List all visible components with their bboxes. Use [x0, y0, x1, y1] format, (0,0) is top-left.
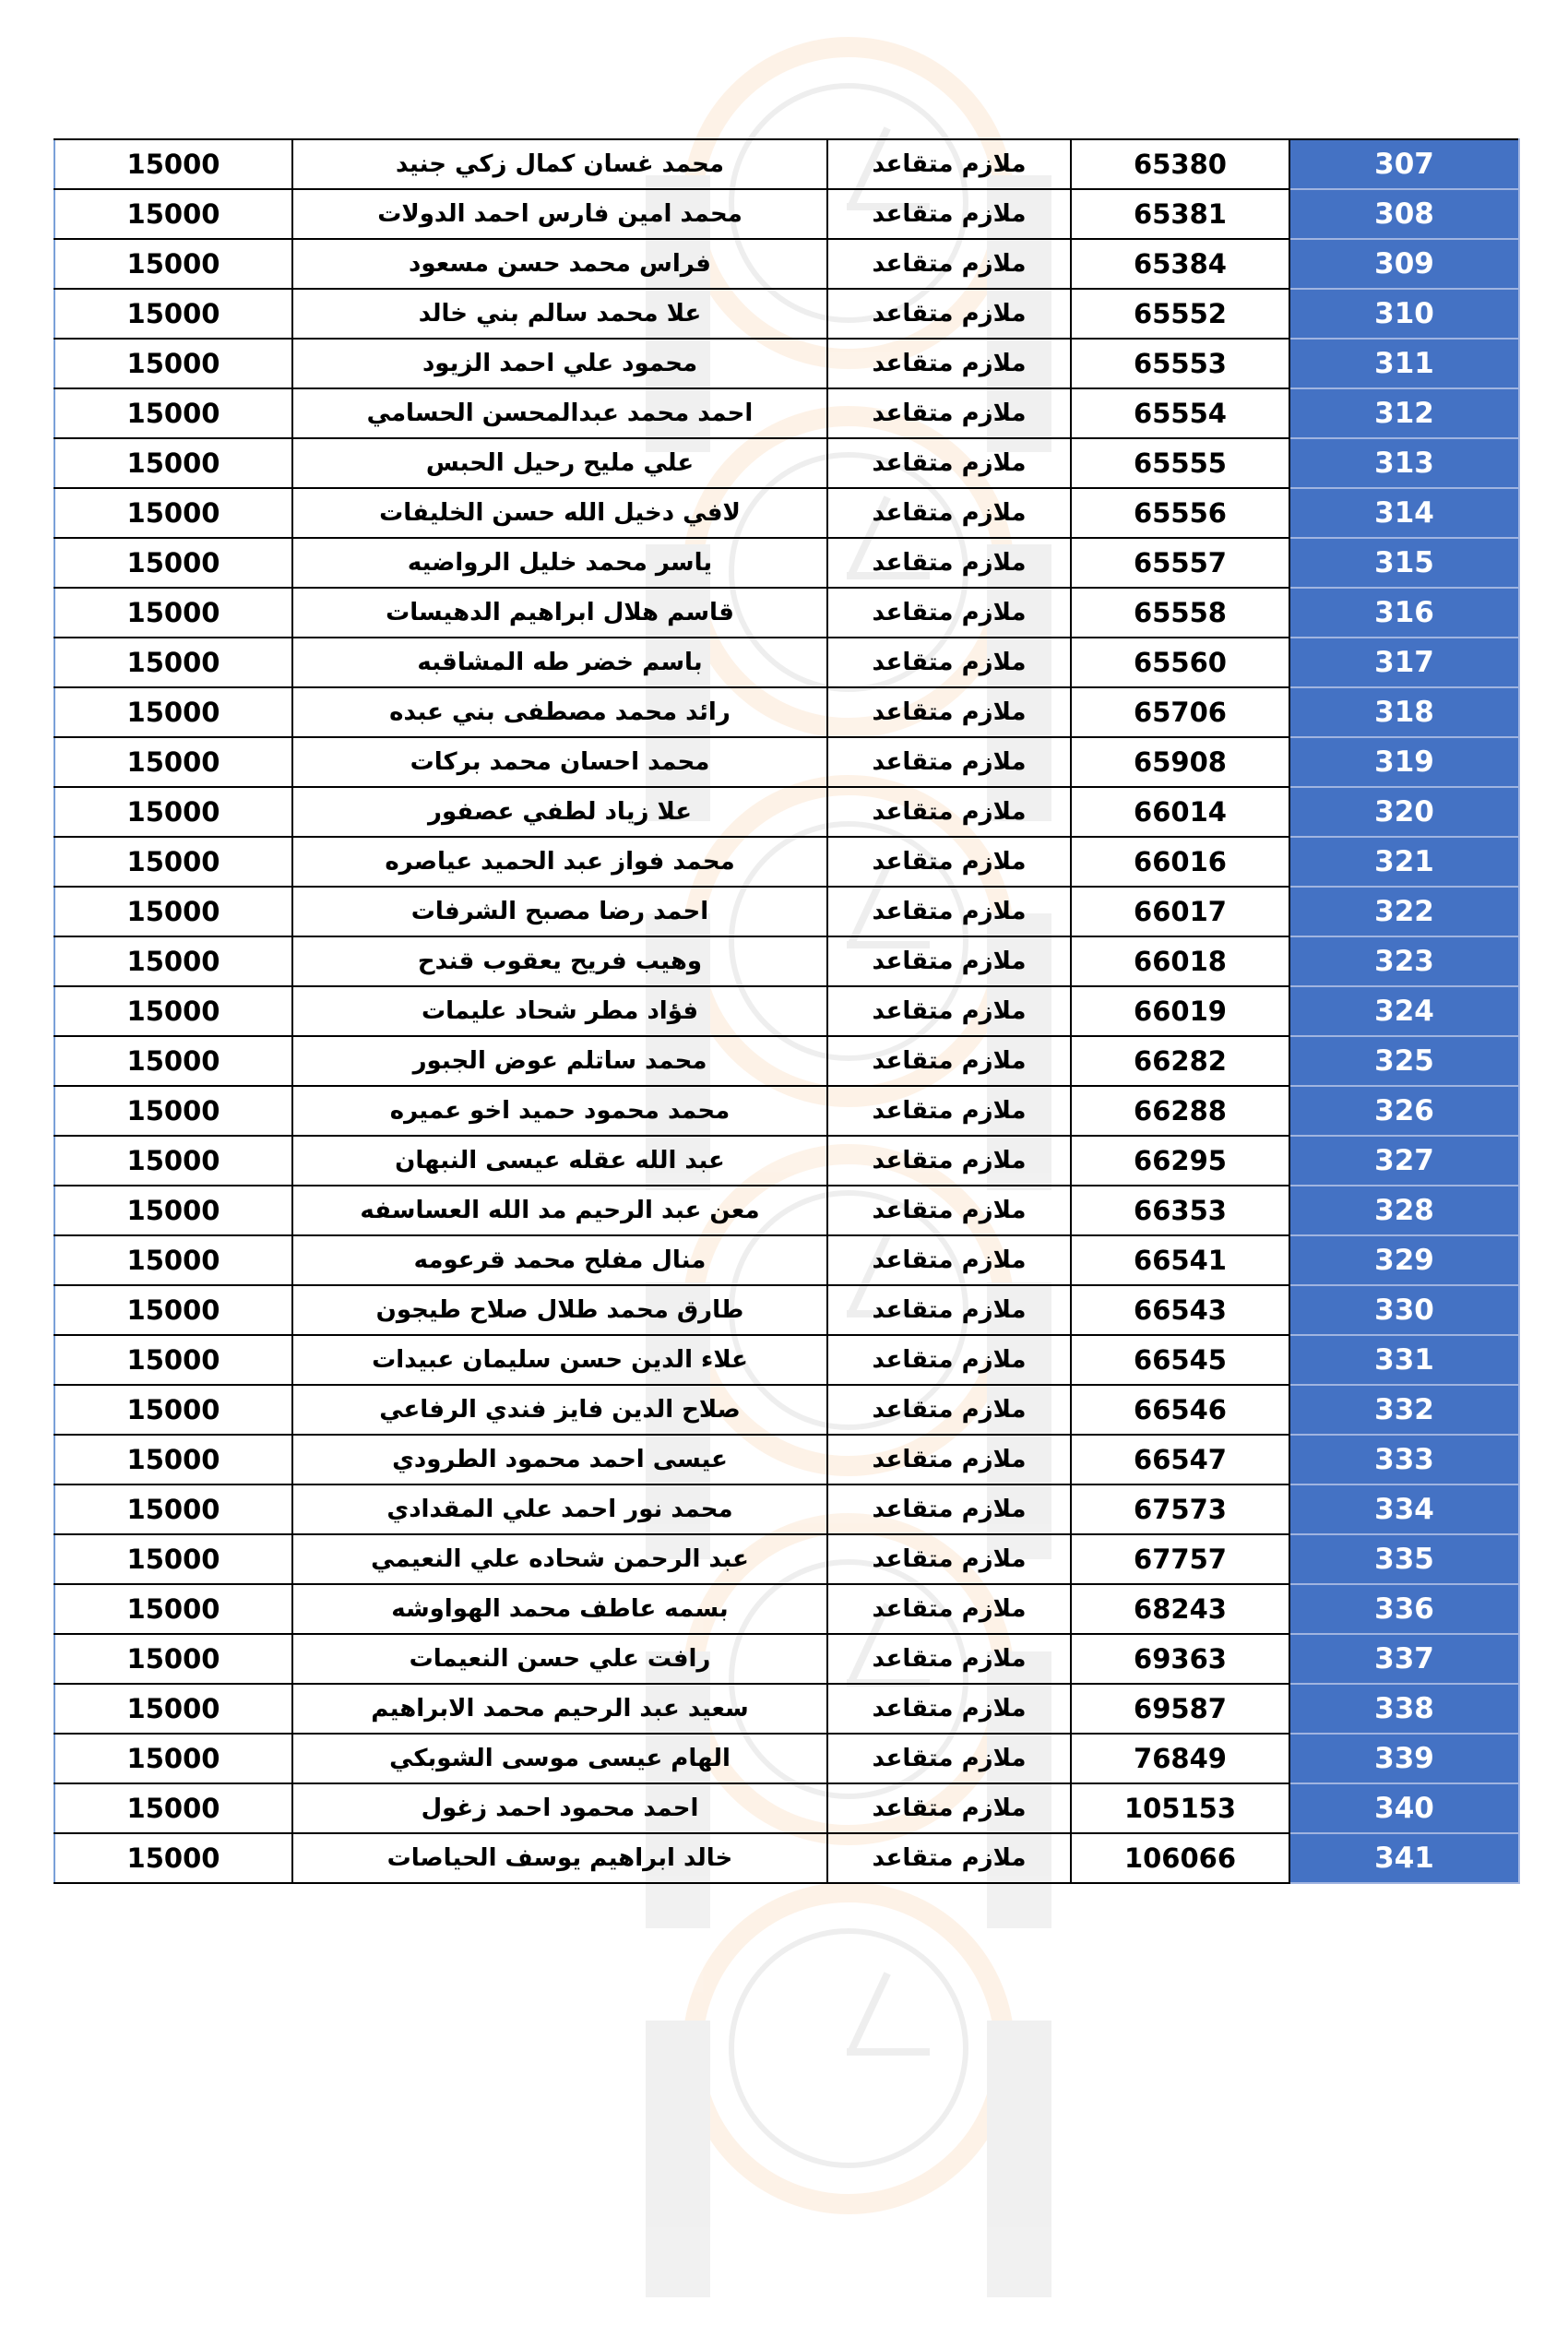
amount-cell: 15000: [54, 936, 292, 986]
name-cell: بسمه عاطف محمد الهواوشه: [292, 1584, 827, 1634]
amount-cell: 15000: [54, 289, 292, 339]
table-row: [54, 388, 1519, 438]
sequence-number-cell: 317: [1289, 638, 1519, 687]
name-cell: قاسم هلال ابراهيم الدهيسات: [292, 588, 827, 638]
clock-logo-watermark: [646, 1882, 1088, 2325]
name-cell: محمد امين فارس احمد الدولات: [292, 189, 827, 239]
table-row: [54, 488, 1519, 538]
rank-cell: ملازم متقاعد: [827, 1385, 1071, 1435]
rank-cell: ملازم متقاعد: [827, 638, 1071, 687]
rank-cell: ملازم متقاعد: [827, 1086, 1071, 1136]
sequence-number-cell: 332: [1289, 1385, 1519, 1435]
table-row: [54, 1235, 1519, 1285]
amount-cell: 15000: [54, 488, 292, 538]
name-cell: الهام عيسى موسى الشوبكي: [292, 1734, 827, 1783]
sequence-number-cell: 340: [1289, 1783, 1519, 1833]
rank-cell: ملازم متقاعد: [827, 538, 1071, 588]
amount-cell: 15000: [54, 388, 292, 438]
table-row: [54, 239, 1519, 289]
sequence-number-cell: 310: [1289, 289, 1519, 339]
rank-cell: ملازم متقاعد: [827, 189, 1071, 239]
amount-cell: 15000: [54, 638, 292, 687]
name-cell: محمود علي احمد الزيود: [292, 339, 827, 388]
sequence-number-cell: 338: [1289, 1684, 1519, 1734]
sequence-number-cell: 309: [1289, 239, 1519, 289]
name-cell: محمد نور احمد علي المقدادي: [292, 1484, 827, 1534]
sequence-number-cell: 334: [1289, 1484, 1519, 1534]
rank-cell: ملازم متقاعد: [827, 139, 1071, 189]
retirees-payment-table: [53, 138, 1520, 1884]
military-id-cell: 66016: [1071, 837, 1289, 887]
amount-cell: 15000: [54, 787, 292, 837]
rank-cell: ملازم متقاعد: [827, 1833, 1071, 1883]
amount-cell: 15000: [54, 1484, 292, 1534]
amount-cell: 15000: [54, 1335, 292, 1385]
name-cell: علاء الدين حسن سليمان عبيدات: [292, 1335, 827, 1385]
military-id-cell: 76849: [1071, 1734, 1289, 1783]
rank-cell: ملازم متقاعد: [827, 737, 1071, 787]
table-body: [54, 139, 1519, 1883]
table-row: [54, 538, 1519, 588]
sequence-number-cell: 318: [1289, 687, 1519, 737]
table-row: [54, 1335, 1519, 1385]
sequence-number-cell: 320: [1289, 787, 1519, 837]
table-row: [54, 139, 1519, 189]
table-row: [54, 1833, 1519, 1883]
amount-cell: 15000: [54, 1783, 292, 1833]
rank-cell: ملازم متقاعد: [827, 1285, 1071, 1335]
amount-cell: 15000: [54, 1833, 292, 1883]
name-cell: احمد محمود احمد زغول: [292, 1783, 827, 1833]
amount-cell: 15000: [54, 1235, 292, 1285]
military-id-cell: 65706: [1071, 687, 1289, 737]
amount-cell: 15000: [54, 139, 292, 189]
name-cell: محمد احسان محمد بركات: [292, 737, 827, 787]
military-id-cell: 66353: [1071, 1186, 1289, 1235]
name-cell: محمد ساتلم عوض الجبور: [292, 1036, 827, 1086]
table-row: [54, 837, 1519, 887]
amount-cell: 15000: [54, 1086, 292, 1136]
military-id-cell: 67757: [1071, 1534, 1289, 1584]
amount-cell: 15000: [54, 837, 292, 887]
sequence-number-cell: 328: [1289, 1186, 1519, 1235]
military-id-cell: 106066: [1071, 1833, 1289, 1883]
table-row: [54, 1684, 1519, 1734]
name-cell: احمد رضا مصبح الشرفات: [292, 887, 827, 936]
amount-cell: 15000: [54, 538, 292, 588]
military-id-cell: 68243: [1071, 1584, 1289, 1634]
amount-cell: 15000: [54, 1684, 292, 1734]
sequence-number-cell: 323: [1289, 936, 1519, 986]
military-id-cell: 67573: [1071, 1484, 1289, 1534]
name-cell: علا زياد لطفي عصفور: [292, 787, 827, 837]
sequence-number-cell: 341: [1289, 1833, 1519, 1883]
name-cell: عبد الرحمن شحاده علي النعيمي: [292, 1534, 827, 1584]
military-id-cell: 66018: [1071, 936, 1289, 986]
table-row: [54, 438, 1519, 488]
rank-cell: ملازم متقاعد: [827, 289, 1071, 339]
sequence-number-cell: 315: [1289, 538, 1519, 588]
rank-cell: ملازم متقاعد: [827, 488, 1071, 538]
table-row: [54, 986, 1519, 1036]
sequence-number-cell: 331: [1289, 1335, 1519, 1385]
sequence-number-cell: 329: [1289, 1235, 1519, 1285]
name-cell: منال مفلح محمد قرعومه: [292, 1235, 827, 1285]
name-cell: صلاح الدين فايز فندي الرفاعي: [292, 1385, 827, 1435]
sequence-number-cell: 333: [1289, 1435, 1519, 1484]
table-row: [54, 1584, 1519, 1634]
military-id-cell: 69587: [1071, 1684, 1289, 1734]
amount-cell: 15000: [54, 438, 292, 488]
name-cell: علي مليح رحيل الحبس: [292, 438, 827, 488]
sequence-number-cell: 312: [1289, 388, 1519, 438]
name-cell: سعيد عبد الرحيم محمد الابراهيم: [292, 1684, 827, 1734]
sequence-number-cell: 321: [1289, 837, 1519, 887]
sequence-number-cell: 313: [1289, 438, 1519, 488]
table-row: [54, 289, 1519, 339]
rank-cell: ملازم متقاعد: [827, 1036, 1071, 1086]
military-id-cell: 65380: [1071, 139, 1289, 189]
rank-cell: ملازم متقاعد: [827, 339, 1071, 388]
military-id-cell: 66019: [1071, 986, 1289, 1036]
rank-cell: ملازم متقاعد: [827, 787, 1071, 837]
rank-cell: ملازم متقاعد: [827, 1335, 1071, 1385]
name-cell: رائد محمد مصطفى بني عبده: [292, 687, 827, 737]
military-id-cell: 66543: [1071, 1285, 1289, 1335]
military-id-cell: 65557: [1071, 538, 1289, 588]
rank-cell: ملازم متقاعد: [827, 438, 1071, 488]
name-cell: عيسى احمد محمود الطرودي: [292, 1435, 827, 1484]
military-id-cell: 66282: [1071, 1036, 1289, 1086]
amount-cell: 15000: [54, 1435, 292, 1484]
name-cell: طارق محمد طلال صلاح طيجون: [292, 1285, 827, 1335]
military-id-cell: 105153: [1071, 1783, 1289, 1833]
rank-cell: ملازم متقاعد: [827, 936, 1071, 986]
table-row: [54, 1136, 1519, 1186]
table-row: [54, 1435, 1519, 1484]
military-id-cell: 65552: [1071, 289, 1289, 339]
table-row: [54, 1285, 1519, 1335]
amount-cell: 15000: [54, 1036, 292, 1086]
amount-cell: 15000: [54, 239, 292, 289]
sequence-number-cell: 337: [1289, 1634, 1519, 1684]
name-cell: فراس محمد حسن مسعود: [292, 239, 827, 289]
military-id-cell: 66546: [1071, 1385, 1289, 1435]
amount-cell: 15000: [54, 189, 292, 239]
name-cell: ياسر محمد خليل الرواضيه: [292, 538, 827, 588]
military-id-cell: 65908: [1071, 737, 1289, 787]
amount-cell: 15000: [54, 1734, 292, 1783]
name-cell: معن عبد الرحيم مد الله العساسفه: [292, 1186, 827, 1235]
table-row: [54, 737, 1519, 787]
amount-cell: 15000: [54, 1584, 292, 1634]
sequence-number-cell: 307: [1289, 139, 1519, 189]
military-id-cell: 69363: [1071, 1634, 1289, 1684]
table-row: [54, 638, 1519, 687]
table-row: [54, 1534, 1519, 1584]
amount-cell: 15000: [54, 1385, 292, 1435]
rank-cell: ملازم متقاعد: [827, 1435, 1071, 1484]
sequence-number-cell: 327: [1289, 1136, 1519, 1186]
military-id-cell: 66547: [1071, 1435, 1289, 1484]
rank-cell: ملازم متقاعد: [827, 1186, 1071, 1235]
amount-cell: 15000: [54, 339, 292, 388]
rank-cell: ملازم متقاعد: [827, 1684, 1071, 1734]
rank-cell: ملازم متقاعد: [827, 1783, 1071, 1833]
sequence-number-cell: 335: [1289, 1534, 1519, 1584]
rank-cell: ملازم متقاعد: [827, 388, 1071, 438]
military-id-cell: 65381: [1071, 189, 1289, 239]
table-row: [54, 787, 1519, 837]
sequence-number-cell: 308: [1289, 189, 1519, 239]
amount-cell: 15000: [54, 588, 292, 638]
rank-cell: ملازم متقاعد: [827, 1634, 1071, 1684]
amount-cell: 15000: [54, 1634, 292, 1684]
sequence-number-cell: 330: [1289, 1285, 1519, 1335]
table-row: [54, 1484, 1519, 1534]
table-row: [54, 1186, 1519, 1235]
name-cell: وهيب فريح يعقوب قندح: [292, 936, 827, 986]
military-id-cell: 66288: [1071, 1086, 1289, 1136]
military-id-cell: 65558: [1071, 588, 1289, 638]
sequence-number-cell: 319: [1289, 737, 1519, 787]
rank-cell: ملازم متقاعد: [827, 687, 1071, 737]
sequence-number-cell: 339: [1289, 1734, 1519, 1783]
sequence-number-cell: 324: [1289, 986, 1519, 1036]
sequence-number-cell: 314: [1289, 488, 1519, 538]
military-id-cell: 65554: [1071, 388, 1289, 438]
military-id-cell: 65560: [1071, 638, 1289, 687]
rank-cell: ملازم متقاعد: [827, 887, 1071, 936]
name-cell: محمد غسان كمال زكي جنيد: [292, 139, 827, 189]
rank-cell: ملازم متقاعد: [827, 1584, 1071, 1634]
amount-cell: 15000: [54, 1136, 292, 1186]
table-row: [54, 1634, 1519, 1684]
name-cell: رافت علي حسن النعيمات: [292, 1634, 827, 1684]
name-cell: لافي دخيل الله حسن الخليفات: [292, 488, 827, 538]
rank-cell: ملازم متقاعد: [827, 239, 1071, 289]
amount-cell: 15000: [54, 986, 292, 1036]
military-id-cell: 66545: [1071, 1335, 1289, 1385]
table-row: [54, 1734, 1519, 1783]
military-id-cell: 65556: [1071, 488, 1289, 538]
table-row: [54, 936, 1519, 986]
rank-cell: ملازم متقاعد: [827, 1136, 1071, 1186]
table-row: [54, 588, 1519, 638]
rank-cell: ملازم متقاعد: [827, 837, 1071, 887]
name-cell: باسم خضر طه المشاقبه: [292, 638, 827, 687]
amount-cell: 15000: [54, 1186, 292, 1235]
table-row: [54, 1783, 1519, 1833]
table-row: [54, 887, 1519, 936]
sequence-number-cell: 322: [1289, 887, 1519, 936]
military-id-cell: 65384: [1071, 239, 1289, 289]
military-id-cell: 66541: [1071, 1235, 1289, 1285]
table-row: [54, 339, 1519, 388]
rank-cell: ملازم متقاعد: [827, 1534, 1071, 1584]
rank-cell: ملازم متقاعد: [827, 986, 1071, 1036]
name-cell: محمد فواز عبد الحميد عياصره: [292, 837, 827, 887]
table-row: [54, 687, 1519, 737]
amount-cell: 15000: [54, 1285, 292, 1335]
name-cell: علا محمد سالم بني خالد: [292, 289, 827, 339]
amount-cell: 15000: [54, 687, 292, 737]
amount-cell: 15000: [54, 1534, 292, 1584]
sequence-number-cell: 325: [1289, 1036, 1519, 1086]
sequence-number-cell: 311: [1289, 339, 1519, 388]
amount-cell: 15000: [54, 737, 292, 787]
rank-cell: ملازم متقاعد: [827, 1734, 1071, 1783]
military-id-cell: 65555: [1071, 438, 1289, 488]
rank-cell: ملازم متقاعد: [827, 1235, 1071, 1285]
table-row: [54, 189, 1519, 239]
military-id-cell: 65553: [1071, 339, 1289, 388]
amount-cell: 15000: [54, 887, 292, 936]
military-id-cell: 66017: [1071, 887, 1289, 936]
sequence-number-cell: 326: [1289, 1086, 1519, 1136]
name-cell: فؤاد مطر شحاد عليمات: [292, 986, 827, 1036]
rank-cell: ملازم متقاعد: [827, 1484, 1071, 1534]
name-cell: محمد محمود حميد اخو عميره: [292, 1086, 827, 1136]
table-row: [54, 1086, 1519, 1136]
rank-cell: ملازم متقاعد: [827, 588, 1071, 638]
name-cell: عبد الله عقله عيسى النبهان: [292, 1136, 827, 1186]
military-id-cell: 66295: [1071, 1136, 1289, 1186]
name-cell: خالد ابراهيم يوسف الحياصات: [292, 1833, 827, 1883]
table-row: [54, 1385, 1519, 1435]
military-id-cell: 66014: [1071, 787, 1289, 837]
name-cell: احمد محمد عبدالمحسن الحسامي: [292, 388, 827, 438]
sequence-number-cell: 336: [1289, 1584, 1519, 1634]
table-row: [54, 1036, 1519, 1086]
sequence-number-cell: 316: [1289, 588, 1519, 638]
